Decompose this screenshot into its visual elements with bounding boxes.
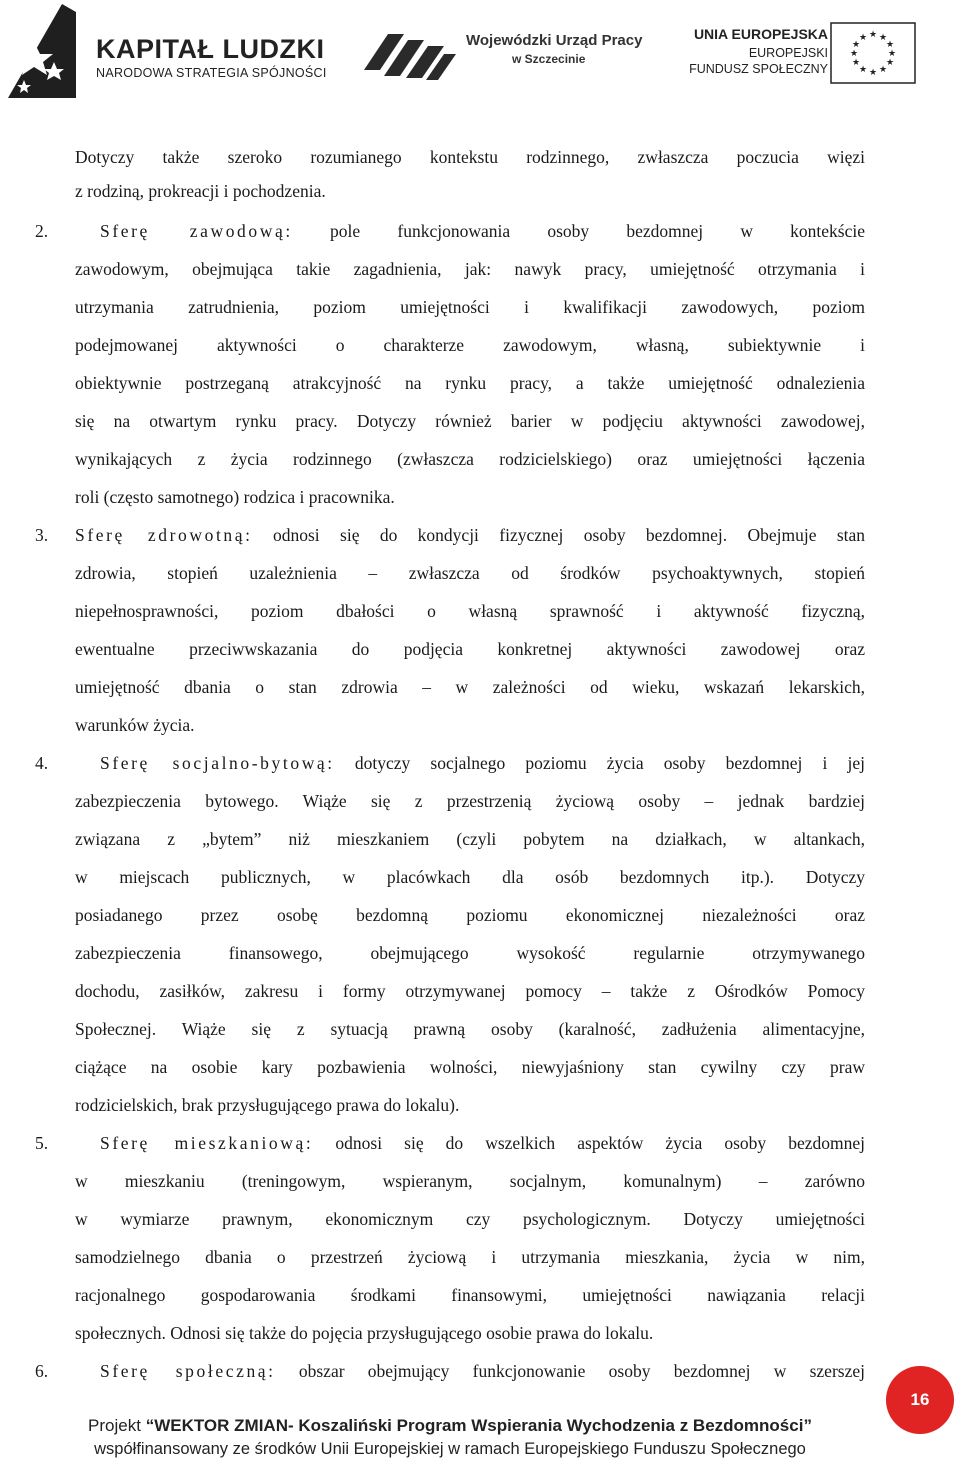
svg-text:★: ★ [885, 58, 895, 68]
svg-text:★: ★ [868, 68, 878, 78]
paragraph-line: zabezpieczenia finansowego, obejmującego wysokość regularnie otrzymywanego [75, 943, 865, 963]
kapital-ludzki-logo [4, 2, 327, 102]
paragraph-line: wynikających z życia rodzinnego (zwłaszcza rodzicielskiego) oraz umiejętności łączenia [75, 449, 865, 469]
intro-line: z rodziną, prokreacji i pochodzenia. [75, 181, 326, 201]
eu-flag-icon [830, 22, 916, 84]
paragraph-line: związana z „bytem” niż mieszkaniem (czyli pobytem na działkach, w altankach, [75, 829, 865, 849]
paragraph-line: w mieszkaniu (treningowym, wspieranym, socjalnym, komunalnym) – zarówno [75, 1171, 865, 1191]
list-item-first-line [100, 1130, 865, 1156]
wup-logo [362, 26, 642, 86]
page-number-badge: 16 [886, 1366, 954, 1434]
paragraph-line: Społecznej. Wiąże się z sytuacją prawną osoby (karalność, zadłużenia alimentacyjne, [75, 1019, 865, 1039]
sphere-label: Sferę zdrowotną: [75, 525, 253, 545]
list-item-text: dotyczy socjalnego poziomu życia osoby bezdomnej i jej [354, 753, 865, 773]
paragraph-line: podejmowanej aktywności o charakterze zawodowym, własną, subiektywnie i [75, 335, 865, 355]
kapital-ludzki-title: KAPITAŁ LUDZKI [96, 34, 325, 64]
svg-text:★: ★ [849, 49, 859, 59]
kapital-ludzki-subtitle: NARODOWA STRATEGIA SPÓJNOŚCI [96, 66, 327, 80]
paragraph-line: samodzielnego dbania o przestrzeń życiową i utrzymania mieszkania, życia w nim, [75, 1247, 865, 1267]
list-item-first-line [100, 218, 865, 244]
svg-text:★: ★ [851, 58, 861, 68]
list-item-text: obszar obejmujący funkcjonowanie osoby bezdomnej w szerszej [298, 1361, 865, 1381]
footer-project-title: “WEKTOR ZMIAN- Koszaliński Program Wspierania Wychodzenia z Bezdomności” [145, 1416, 812, 1435]
list-item-first-line [100, 750, 865, 776]
list-number: 6. [35, 1361, 49, 1381]
wup-city: w Szczecinie [512, 52, 586, 66]
list-item-text: odnosi się do kondycji fizycznej osoby bezdomnej. Obejmuje stan [272, 525, 866, 545]
paragraph-line: zawodowym, obejmująca takie zagadnienia, jak: nawyk pracy, umiejętność otrzymania i [75, 259, 865, 279]
paragraph-line: utrzymania zatrudnienia, poziom umiejętności i kwalifikacji zawodowych, poziom [75, 297, 865, 317]
list-item-text: odnosi się do wszelkich aspektów życia osoby bezdomnej [335, 1133, 866, 1153]
svg-text:★: ★ [851, 40, 861, 50]
paragraph-line: zabezpieczenia bytowego. Wiąże się z przestrzenią życiową osoby – jednak bardziej [75, 791, 865, 811]
paragraph-line: w miejscach publicznych, w placówkach dla osób bezdomnych itp.). Dotyczy [75, 867, 865, 887]
list-number: 5. [35, 1133, 49, 1153]
paragraph-line: się na otwartym rynku pracy. Dotyczy również barier w podjęciu aktywności zawodowej, [75, 411, 865, 431]
paragraph-line: niepełnosprawności, poziom dbałości o własną sprawność i aktywność fizyczną, [75, 601, 865, 621]
paragraph-line: posiadanego przez osobę bezdomną poziomu ekonomicznej niezależności oraz [75, 905, 865, 925]
wup-emblem-icon [362, 26, 458, 84]
svg-text:★: ★ [885, 40, 895, 50]
svg-text:★: ★ [878, 33, 888, 43]
eu-logo [676, 22, 956, 92]
paragraph-line: warunków życia. [75, 715, 195, 735]
sphere-label: Sferę społeczną: [100, 1361, 276, 1381]
eu-union-label: UNIA EUROPEJSKA [693, 26, 828, 42]
paragraph-line: umiejętność dbania o stan zdrowia – w zależności od wieku, wskazań lekarskich, [75, 677, 865, 697]
paragraph-line: ciążące na osobie kary pozbawienia wolności, niewyjaśniony stan cywilny czy praw [75, 1057, 865, 1077]
list-number: 2. [35, 221, 49, 241]
list-number: 4. [35, 753, 49, 773]
svg-text:★: ★ [878, 65, 888, 75]
eu-fund-label-1: EUROPEJSKI [748, 46, 828, 60]
intro-line: Dotyczy także szeroko rozumianego kontekstu rodzinnego, zwłaszcza poczucia więzi [75, 147, 865, 167]
list-item-first-line [75, 522, 865, 548]
paragraph-line: ewentualne przeciwwskazania do podjęcia konkretnej aktywności zawodowej oraz [75, 639, 865, 659]
footer-project-prefix: Projekt [88, 1416, 146, 1435]
paragraph-line: roli (często samotnego) rodzica i pracownika. [75, 487, 395, 507]
paragraph-line: w wymiarze prawnym, ekonomicznym czy psychologicznym. Dotyczy umiejętności [75, 1209, 865, 1229]
list-item-first-line [100, 1358, 865, 1384]
svg-text:★: ★ [858, 33, 868, 43]
eu-fund-label-2: FUNDUSZ SPOŁECZNY [689, 62, 828, 76]
paragraph-line: rodzicielskich, brak przysługującego prawa do lokalu). [75, 1095, 460, 1115]
svg-text:★: ★ [858, 65, 868, 75]
paragraph-line: zdrowia, stopień uzależnienia – zwłaszcza od środków psychoaktywnych, stopień [75, 563, 865, 583]
paragraph-line: racjonalnego gospodarowania środkami finansowymi, umiejętności nawiązania relacji [75, 1285, 865, 1305]
kapital-ludzki-emblem-icon [4, 2, 80, 102]
footer-funding-line: współfinansowany ze środków Unii Europejskiej w ramach Europejskiego Funduszu Społecznego [94, 1440, 806, 1458]
paragraph-line: obiektywnie postrzeganą atrakcyjność na rynku pracy, a także umiejętność odnalezienia [75, 373, 865, 393]
svg-text:★: ★ [887, 49, 897, 59]
list-item-text: pole funkcjonowania osoby bezdomnej w kontekście [330, 221, 866, 241]
paragraph-line: społecznych. Odnosi się także do pojęcia przysługującego osobie prawa do lokalu. [75, 1323, 654, 1343]
page-footer [0, 1410, 960, 1466]
list-number: 3. [35, 525, 49, 545]
paragraph-line: dochodu, zasiłków, zakresu i formy otrzymywanej pomocy – także z Ośrodków Pomocy [75, 981, 865, 1001]
sphere-label: Sferę mieszkaniową: [100, 1133, 314, 1153]
wup-name: Wojewódzki Urząd Pracy [466, 32, 643, 49]
footer-project-line [0, 1416, 900, 1436]
page-header [0, 0, 960, 110]
svg-text:★: ★ [868, 30, 878, 40]
sphere-label: Sferę zawodową: [100, 221, 293, 241]
sphere-label: Sferę socjalno-bytową: [100, 753, 335, 773]
